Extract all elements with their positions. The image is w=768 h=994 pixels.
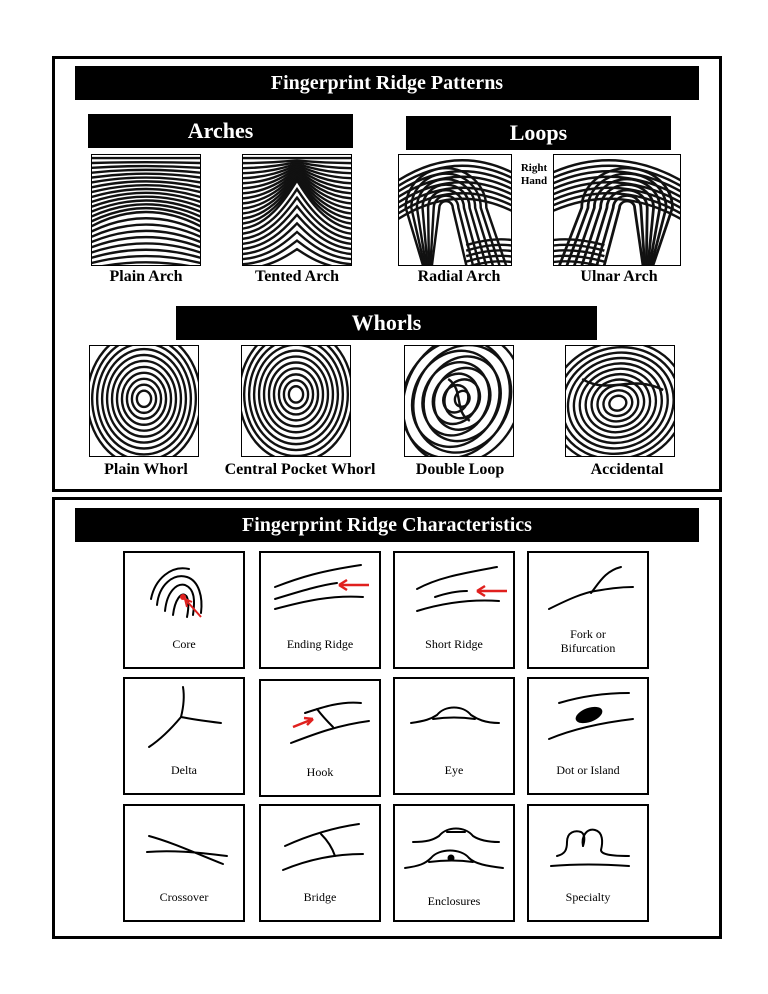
plain-arch-print: [91, 154, 201, 266]
short-ridge-cell: [393, 551, 515, 669]
bifurcation-icon: [529, 553, 647, 633]
tented-arch-print: [242, 154, 352, 266]
bridge-cell: [259, 804, 381, 922]
double-loop-print: [404, 345, 514, 457]
short-ridge-icon: [395, 553, 513, 633]
right-hand-note-line1: Right: [520, 162, 548, 174]
specialty-label: Specialty: [565, 890, 611, 904]
plain-arch-label: Plain Arch: [109, 268, 183, 285]
core-cell: [123, 551, 245, 669]
enclosures-cell: [393, 804, 515, 922]
radial-arch-print: [398, 154, 512, 266]
plain-whorl-print: [89, 345, 199, 457]
hook-label: Hook: [306, 765, 334, 779]
ulnar-arch-print: [553, 154, 681, 266]
enclosures-label: Enclosures: [427, 894, 481, 908]
delta-label: Delta: [171, 763, 197, 777]
specialty-icon: [529, 806, 647, 886]
crossover-icon: [125, 806, 243, 886]
ulnar-arch-label: Ulnar Arch: [580, 268, 658, 285]
delta-icon: [125, 679, 243, 759]
bifurcation-label-line1: Fork or: [570, 627, 606, 641]
specialty-cell: [527, 804, 649, 922]
central-pocket-whorl-label: Central Pocket Whorl: [224, 461, 376, 478]
crossover-label: Crossover: [159, 890, 209, 904]
loops-header: Loops: [406, 116, 671, 150]
eye-icon: [395, 679, 513, 759]
hook-icon: [261, 681, 379, 761]
dot-island-icon: [529, 679, 647, 759]
hook-cell: [259, 679, 381, 797]
ending-ridge-label: Ending Ridge: [286, 637, 354, 651]
tented-arch-label: Tented Arch: [254, 268, 339, 285]
dot-island-cell: [527, 677, 649, 795]
eye-cell: [393, 677, 515, 795]
ridge-patterns-title: Fingerprint Ridge Patterns: [75, 66, 699, 100]
core-icon: [125, 553, 243, 633]
bifurcation-label-line2: Bifurcation: [560, 641, 616, 655]
dot-island-label: Dot or Island: [556, 763, 620, 777]
enclosures-icon: [395, 806, 513, 886]
whorls-header: Whorls: [176, 306, 597, 340]
radial-arch-label: Radial Arch: [417, 268, 501, 285]
crossover-cell: [123, 804, 245, 922]
bifurcation-cell: [527, 551, 649, 669]
bifurcation-label: [529, 627, 647, 655]
double-loop-label: Double Loop: [415, 461, 505, 478]
ending-ridge-icon: [261, 553, 379, 633]
eye-label: Eye: [444, 763, 464, 777]
right-hand-note: [516, 162, 552, 188]
right-hand-note-line2: Hand: [520, 175, 548, 187]
ridge-characteristics-title: Fingerprint Ridge Characteristics: [75, 508, 699, 542]
bridge-icon: [261, 806, 379, 886]
accidental-label: Accidental: [590, 461, 664, 478]
plain-whorl-label: Plain Whorl: [104, 461, 188, 478]
bridge-label: Bridge: [303, 890, 337, 904]
core-label: Core: [172, 637, 196, 651]
ending-ridge-cell: [259, 551, 381, 669]
delta-cell: [123, 677, 245, 795]
arches-header: Arches: [88, 114, 353, 148]
accidental-print: [565, 345, 675, 457]
central-pocket-whorl-print: [241, 345, 351, 457]
short-ridge-label: Short Ridge: [425, 637, 483, 651]
